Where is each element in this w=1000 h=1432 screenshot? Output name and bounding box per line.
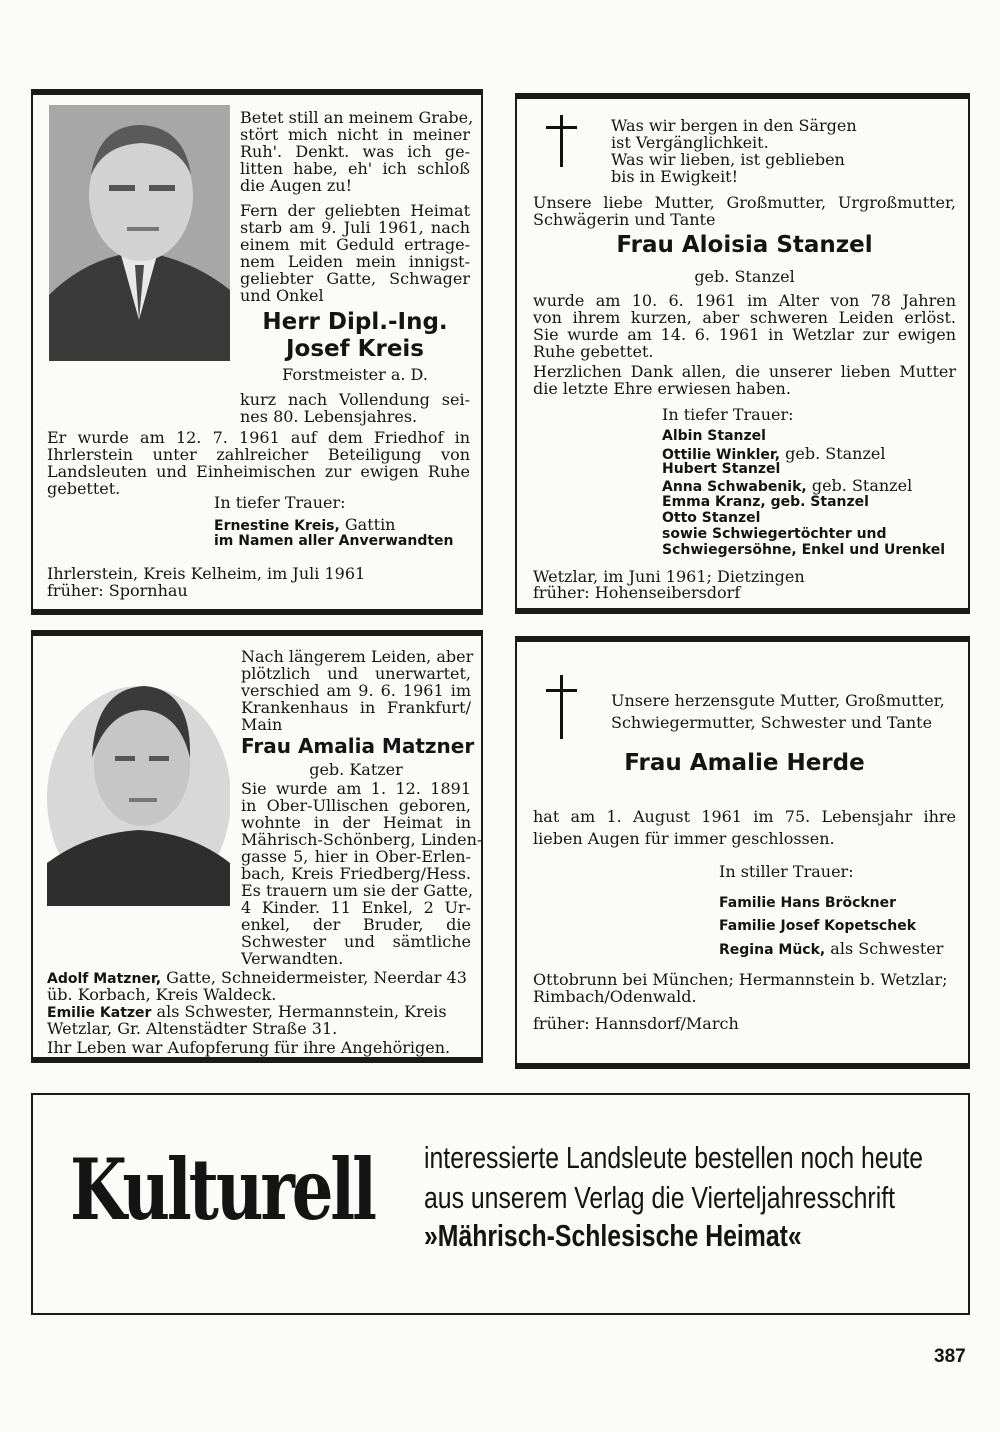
verse-line: Ruh'. Denkt. was ich ge- bbox=[240, 142, 470, 161]
place-line: Ottobrunn bei München; Hermannstein b. Wetzlar; bbox=[533, 970, 948, 989]
thanks-line: Herzlichen Dank allen, die unserer lieben Mutter bbox=[533, 362, 956, 381]
mourner-line: Familie Hans Bröckner bbox=[719, 895, 897, 911]
intro-line: plötzlich und unerwartet, bbox=[241, 664, 471, 683]
portrait-photo-kreis bbox=[49, 105, 230, 361]
maiden-name: geb. Katzer bbox=[309, 760, 403, 779]
mourner-relation: Gattin bbox=[339, 515, 396, 534]
mourner-name: Ernestine Kreis, bbox=[214, 518, 340, 534]
deceased-name: Josef Kreis bbox=[286, 336, 424, 362]
intro-line: verschied am 9. 6. 1961 im bbox=[241, 681, 471, 700]
details-line: hat am 1. August 1961 im 75. Lebensjahr ihre bbox=[533, 807, 956, 826]
intro-line: Main bbox=[241, 715, 283, 734]
deceased-name: Frau Amalia Matzner bbox=[241, 734, 475, 758]
intro-line: starb am 9. Juli 1961, nach bbox=[240, 218, 470, 237]
intro-line: geliebter Gatte, Schwager bbox=[240, 269, 470, 288]
verse-line: litten habe, eh' ich schloß bbox=[240, 159, 470, 178]
intro-line: einem mit Geduld ertrage- bbox=[240, 235, 470, 254]
origin: früher: Hannsdorf/March bbox=[533, 1014, 739, 1033]
bio-line: Sie wurde am 1. 12. 1891 bbox=[241, 779, 471, 798]
bio-line: Es trauern um sie der Gatte, bbox=[241, 881, 474, 900]
mourner-address: üb. Korbach, Kreis Waldeck. bbox=[47, 985, 277, 1004]
origin: früher: Spornhau bbox=[47, 581, 188, 600]
place-date: Wetzlar, im Juni 1961; Dietzingen bbox=[533, 567, 805, 586]
verse-line: Was wir lieben, ist geblieben bbox=[611, 150, 845, 169]
after-line: kurz nach Vollendung sei- bbox=[240, 390, 470, 409]
cross-icon bbox=[546, 675, 577, 739]
cross-icon bbox=[546, 115, 577, 167]
bio-line: bach, Kreis Friedberg/Hess. bbox=[241, 864, 471, 883]
mourner-address: Wetzlar, Gr. Altenstädter Straße 31. bbox=[47, 1019, 338, 1038]
bio-line: Mährisch-Schönberg, Linden- bbox=[241, 830, 483, 849]
verse-line: Betet still an meinem Grabe, bbox=[240, 108, 474, 127]
burial-line: gebettet. bbox=[47, 479, 121, 498]
mourner-line: Hubert Stanzel bbox=[662, 461, 781, 477]
bio-line: Verwandten. bbox=[241, 949, 344, 968]
place-line: Rimbach/Odenwald. bbox=[533, 987, 697, 1006]
mourner-line: Schwiegersöhne, Enkel und Urenkel bbox=[662, 542, 945, 558]
burial-line: Er wurde am 12. 7. 1961 auf dem Friedhof in bbox=[47, 428, 470, 447]
mourner-line: sowie Schwiegertöchter und bbox=[662, 526, 887, 542]
after-line: nes 80. Lebensjahres. bbox=[240, 407, 418, 426]
details-line: Sie wurde am 14. 6. 1961 in Wetzlar zur ewigen bbox=[533, 325, 956, 344]
mourner-line: Emma Kranz, geb. Stanzel bbox=[662, 494, 869, 510]
details-line: wurde am 10. 6. 1961 im Alter von 78 Jahren bbox=[533, 291, 956, 310]
verse-line: bis in Ewigkeit! bbox=[611, 167, 739, 186]
mourning-label: In tiefer Trauer: bbox=[214, 493, 346, 512]
page-number: 387 bbox=[934, 1346, 966, 1367]
advert-text-line: »Mährisch-Schlesische Heimat« bbox=[424, 1218, 802, 1253]
intro-line: Krankenhaus in Frankfurt/ bbox=[241, 698, 471, 717]
verse-line: Was wir bergen in den Särgen bbox=[611, 116, 857, 135]
bio-line: wohnte in der Heimat in bbox=[241, 813, 471, 832]
intro-line: und Onkel bbox=[240, 286, 324, 305]
verse-line: ist Vergänglichkeit. bbox=[611, 133, 769, 152]
intro-line: Nach längerem Leiden, aber bbox=[241, 647, 474, 666]
mourner-name: Anna Schwabenik, bbox=[662, 479, 807, 495]
mourner-name: Regina Mück, bbox=[719, 942, 826, 958]
advert-text-line: aus unserem Verlag die Vierteljahresschrift bbox=[424, 1180, 895, 1215]
mourner-line: Albin Stanzel bbox=[662, 428, 766, 444]
details-line: Ruhe gebettet. bbox=[533, 342, 654, 361]
burial-line: Ihrlerstein unter zahlreicher Beteiligung von bbox=[47, 445, 470, 464]
verse-line: die Augen zu! bbox=[240, 176, 353, 195]
mourner-name: Ottilie Winkler, bbox=[662, 447, 781, 463]
burial-line: Landsleuten und Einheimischen zur ewigen Ruhe bbox=[47, 462, 470, 481]
mourner-line: Otto Stanzel bbox=[662, 510, 761, 526]
mourning-label: In tiefer Trauer: bbox=[662, 405, 794, 424]
intro-line: Fern der geliebten Heimat bbox=[240, 201, 470, 220]
place-date: Ihrlerstein, Kreis Kelheim, im Juli 1961 bbox=[47, 564, 366, 583]
intro-line: Unsere liebe Mutter, Großmutter, Urgroßmutter, bbox=[533, 193, 956, 212]
mourner-line bbox=[719, 940, 943, 959]
intro-line: Schwiegermutter, Schwester und Tante bbox=[611, 713, 933, 732]
bio-line: 4 Kinder. 11 Enkel, 2 Ur- bbox=[241, 898, 471, 917]
deceased-name: Frau Amalie Herde bbox=[624, 750, 865, 776]
mourner-line: Familie Josef Kopetschek bbox=[719, 918, 916, 934]
advert-logo: Kulturell bbox=[70, 1140, 374, 1239]
mourner-relation: Gatte, Schneidermeister, Neerdar 43 bbox=[161, 968, 467, 987]
bio-line: gasse 5, hier in Ober-Erlen- bbox=[241, 847, 471, 866]
mourner-name: Adolf Matzner, bbox=[47, 971, 162, 987]
deceased-title: Herr Dipl.-Ing. bbox=[262, 309, 448, 335]
bio-line: enkel, der Bruder, die bbox=[241, 915, 471, 934]
mourning-label: In stiller Trauer: bbox=[719, 862, 854, 881]
mourner-name: Emilie Katzer bbox=[47, 1005, 152, 1021]
thanks-line: die letzte Ehre erwiesen haben. bbox=[533, 379, 791, 398]
deceased-name: Frau Aloisia Stanzel bbox=[616, 232, 873, 258]
details-line: lieben Augen für immer geschlossen. bbox=[533, 829, 835, 848]
mourner-relation: geb. Stanzel bbox=[806, 476, 913, 495]
intro-line: nem Leiden mein innigst- bbox=[240, 252, 470, 271]
occupation: Forstmeister a. D. bbox=[282, 365, 428, 384]
bio-line: in Ober-Ullischen geboren, bbox=[241, 796, 471, 815]
mourner-line: im Namen aller Anverwandten bbox=[214, 533, 454, 549]
bio-line: Schwester und sämtliche bbox=[241, 932, 471, 951]
mourner-relation: geb. Stanzel bbox=[780, 444, 886, 463]
origin: früher: Hohenseibersdorf bbox=[533, 583, 741, 602]
mourner-relation: als Schwester bbox=[825, 939, 944, 958]
closing-line: Ihr Leben war Aufopferung für ihre Angehörigen. bbox=[47, 1038, 451, 1057]
maiden-name: geb. Stanzel bbox=[694, 267, 795, 286]
intro-line: Schwägerin und Tante bbox=[533, 210, 716, 229]
mourner-relation: als Schwester, Hermannstein, Kreis bbox=[151, 1002, 447, 1021]
verse-line: stört mich nicht in meiner bbox=[240, 125, 470, 144]
intro-line: Unsere herzensgute Mutter, Großmutter, bbox=[611, 691, 945, 710]
advert-text-line: interessierte Landsleute bestellen noch heute bbox=[424, 1140, 924, 1175]
details-line: von ihrem kurzen, aber schweren Leiden erlöst. bbox=[533, 308, 956, 327]
portrait-photo-matzner bbox=[47, 648, 230, 906]
